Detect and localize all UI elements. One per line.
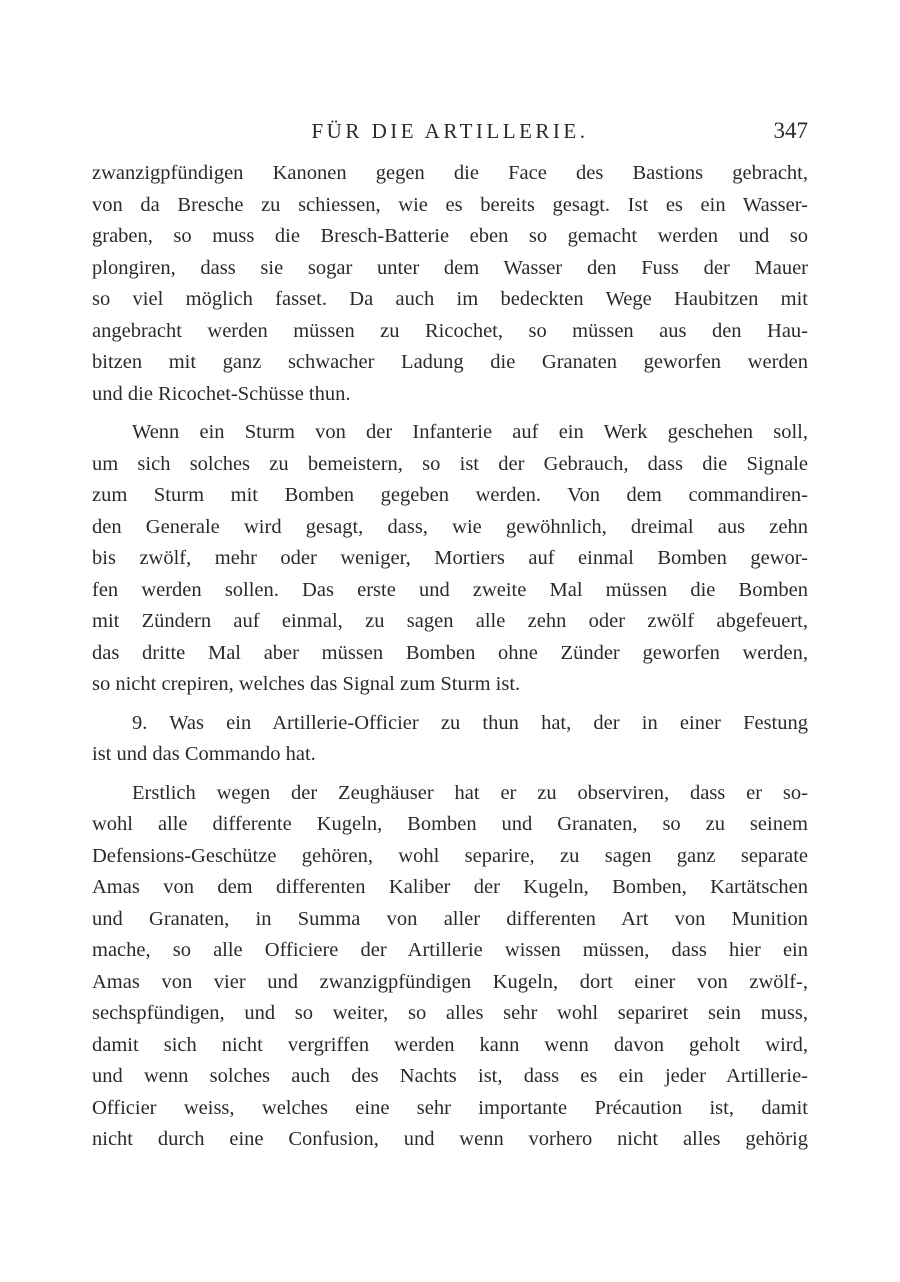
text-line: und wenn solches auch des Nachts ist, dass es ein jeder Artillerie-	[92, 1065, 808, 1087]
paragraph-gap	[92, 410, 808, 417]
text-line: so viel möglich fasset. Da auch im bedeckten Wege Haubitzen mit	[92, 288, 808, 310]
text-line: Amas von vier und zwanzigpfündigen Kugeln, dort einer von zwölf-,	[92, 970, 808, 993]
text-line: bitzen mit ganz schwacher Ladung die Granaten geworfen werden	[92, 351, 808, 373]
text-line: Officier weiss, welches eine sehr importante Précaution ist, damit	[92, 1096, 808, 1119]
running-title: FÜR DIE ARTILLERIE.	[311, 119, 589, 143]
section-heading	[92, 708, 808, 771]
paragraph	[92, 158, 808, 410]
text-line: das dritte Mal aber müssen Bomben ohne Zünder geworfen werden,	[92, 641, 808, 664]
text-line: von da Bresche zu schiessen, wie es bereits gesagt. Ist es ein Wasser-	[92, 193, 808, 216]
body-text	[92, 158, 808, 1156]
text-line: nicht durch eine Confusion, und wenn vorhero nicht alles gehörig	[92, 1128, 808, 1150]
text-line: und Granaten, in Summa von aller differenten Art von Munition	[92, 907, 808, 930]
text-line: sechspfündigen, und so weiter, so alles sehr wohl separiret sein muss,	[92, 1002, 808, 1024]
text-line: Defensions-Geschütze gehören, wohl separire, zu sagen ganz separate	[92, 844, 808, 867]
text-line: wohl alle differente Kugeln, Bomben und Granaten, so zu seinem	[92, 813, 808, 835]
paragraph-gap	[92, 771, 808, 778]
text-line: Wenn ein Sturm von der Infanterie auf ein Werk geschehen soll,	[132, 421, 808, 443]
text-line: Erstlich wegen der Zeughäuser hat er zu observiren, dass er so-	[132, 781, 808, 804]
text-line: Amas von dem differenten Kaliber der Kugeln, Bomben, Kartätschen	[92, 876, 808, 898]
text-line: mit Zündern auf einmal, zu sagen alle zehn oder zwölf abgefeuert,	[92, 610, 808, 632]
text-line: bis zwölf, mehr oder weniger, Mortiers auf einmal Bomben gewor-	[92, 547, 808, 569]
text-line: 9. Was ein Artillerie-Officier zu thun hat, der in einer Festung	[132, 711, 808, 734]
paragraph	[92, 417, 808, 701]
page-number: 347	[773, 118, 808, 143]
text-line: angebracht werden müssen zu Ricochet, so müssen aus den Hau-	[92, 319, 808, 342]
text-line: plongiren, dass sie sogar unter dem Wasser den Fuss der Mauer	[92, 256, 808, 279]
text-line: ist und das Commando hat.	[92, 743, 316, 765]
paragraph-gap	[92, 701, 808, 708]
text-line: mache, so alle Officiere der Artillerie wissen müssen, dass hier ein	[92, 939, 808, 961]
text-line: um sich solches zu bemeistern, so ist der Gebrauch, dass die Signale	[92, 452, 808, 475]
text-line: so nicht crepiren, welches das Signal zum Sturm ist.	[92, 673, 521, 695]
paragraph	[92, 778, 808, 1156]
text-line: zwanzigpfündigen Kanonen gegen die Face des Bastions gebracht,	[92, 162, 808, 184]
text-line: fen werden sollen. Das erste und zweite Mal müssen die Bomben	[92, 578, 808, 601]
text-line: und die Ricochet-Schüsse thun.	[92, 382, 351, 405]
text-line: damit sich nicht vergriffen werden kann wenn davon geholt wird,	[92, 1033, 808, 1056]
text-line: graben, so muss die Bresch-Batterie eben so gemacht werden und so	[92, 225, 808, 247]
text-line: zum Sturm mit Bomben gegeben werden. Von dem commandiren-	[92, 484, 808, 506]
running-head	[92, 114, 808, 148]
text-line: den Generale wird gesagt, dass, wie gewöhnlich, dreimal aus zehn	[92, 515, 808, 538]
